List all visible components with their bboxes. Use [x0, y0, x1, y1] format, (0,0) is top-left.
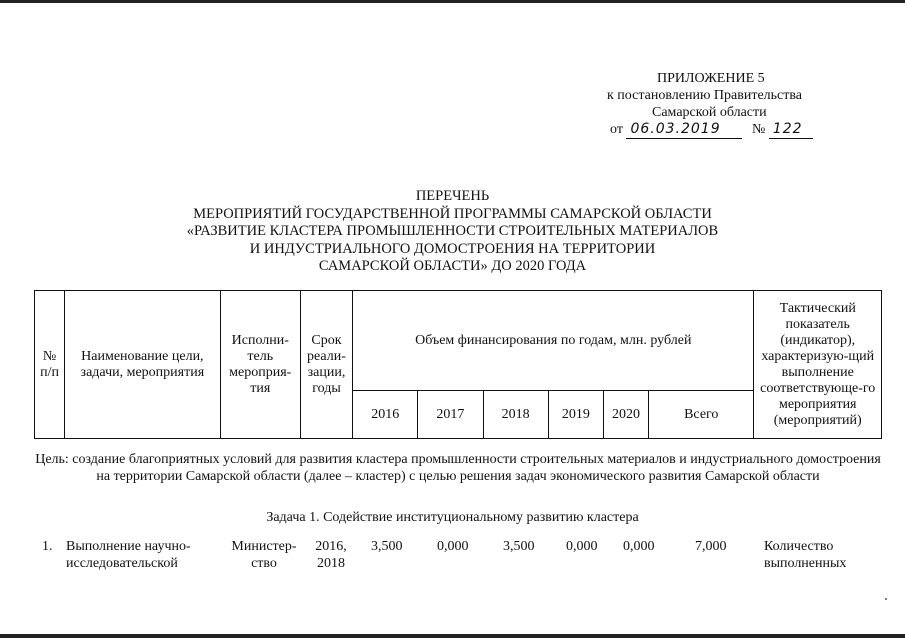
appendix-line2: Самарской области: [652, 105, 767, 120]
scan-edge-bottom: [0, 634, 905, 638]
row1-value-2020: 0,000: [623, 539, 655, 554]
row1-term-line1: 2016,: [315, 539, 347, 554]
date-prefix: от: [610, 122, 623, 137]
row1-name-line1: Выполнение научно-: [66, 539, 191, 554]
row1-value-2017: 0,000: [437, 539, 469, 554]
row1-value-total: 7,000: [695, 539, 727, 554]
number-prefix: №: [751, 122, 766, 137]
row1-indicator-line2: выполненных: [764, 556, 847, 571]
heading-line2: МЕРОПРИЯТИЙ ГОСУДАРСТВЕННОЙ ПРОГРАММЫ САМАРСКОЙ ОБЛАСТИ: [193, 205, 712, 222]
appendix-line1: к постановлению Правительства: [607, 88, 803, 103]
measures-table-header: [34, 290, 882, 439]
row1-executor-line1: Министер-: [231, 539, 297, 554]
header-year-2017: 2017: [418, 391, 483, 439]
scan-speck: [885, 598, 887, 600]
heading-line1: ПЕРЕЧЕНЬ: [415, 188, 490, 204]
header-year-2018: 2018: [483, 391, 548, 439]
header-name: Наименование цели, задачи, мероприятия: [65, 291, 221, 439]
row1-value-2018: 3,500: [503, 539, 535, 554]
header-term: Срок реали-зации, годы: [300, 291, 352, 439]
handwritten-number: 122: [769, 121, 813, 139]
handwritten-date: 06.03.2019: [626, 121, 742, 139]
row1-term-line2: 2018: [317, 556, 345, 571]
row1-value-2016: 3,500: [371, 539, 403, 554]
scan-edge-top: [0, 0, 905, 3]
header-year-2016: 2016: [353, 391, 418, 439]
appendix-title: ПРИЛОЖЕНИЕ 5: [657, 71, 765, 86]
header-funding: Объем финансирования по годам, млн. рублей: [353, 291, 754, 391]
row1-num: 1.: [42, 539, 53, 554]
header-year-2020: 2020: [603, 391, 648, 439]
heading-line4: И ИНДУСТРИАЛЬНОГО ДОМОСТРОЕНИЯ НА ТЕРРИТОРИИ: [249, 240, 656, 257]
heading-line3: «РАЗВИТИЕ КЛАСТЕРА ПРОМЫШЛЕННОСТИ СТРОИТЕЛЬНЫХ МАТЕРИАЛОВ: [186, 223, 719, 239]
header-indicator: Тактический показатель (индикатор), характеризую-щий выполнение соответствующе-го мероприятия (мероприятий): [754, 291, 882, 439]
row1-indicator-line1: Количество: [764, 539, 834, 554]
document-heading: [0, 188, 905, 276]
header-num: № п/п: [35, 291, 65, 439]
row1-value-2019: 0,000: [566, 539, 598, 554]
row1-indicator: [764, 538, 846, 572]
goal-text: Цель: создание благоприятных условий для развития кластера промышленности строительных материалов и индустриального домостроения на территории Самарской области (далее – кластер) с целью решения задач экономического развития Самарской области: [35, 452, 881, 484]
task-heading: Задача 1. Содействие институциональному развитию кластера: [266, 510, 639, 525]
row1-term: [310, 538, 352, 572]
heading-line5: САМАРСКОЙ ОБЛАСТИ» ДО 2020 ГОДА: [318, 258, 587, 274]
row1-executor: [228, 538, 300, 572]
appendix-date-line: [610, 121, 813, 139]
row1-name: [66, 538, 191, 572]
header-executor: Исполни-тель мероприя-тия: [220, 291, 300, 439]
row1-executor-line2: ство: [251, 556, 277, 571]
header-year-2019: 2019: [548, 391, 603, 439]
header-total: Всего: [649, 391, 754, 439]
row1-name-line2: исследовательской: [66, 556, 178, 571]
